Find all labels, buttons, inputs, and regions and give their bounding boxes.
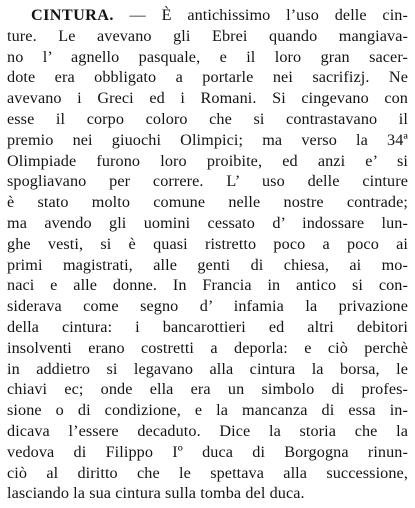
entry-line-13: primi magistrati, alle genti di chiesa, ai mo-	[7, 255, 408, 274]
entry-line-6: esse il corpo coloro che si contrastavano il	[7, 110, 408, 128]
entry-line-20: sione o di condizione, e la mancanza di essa in-	[7, 401, 408, 420]
entry-line-1-text: — È antichissimo l’uso delle cin-	[113, 6, 408, 24]
entry-line-12: ghe vesti, si è quasi ristretto poco a poco ai	[7, 234, 408, 253]
entry-line-19: chiavi ec; onde ella era un simbolo di profes-	[7, 380, 408, 399]
entry-line-23: ciò al diritto che le spettava alla successione,	[7, 463, 408, 482]
entry-line-3: no l’ agnello pasquale, e il loro gran sacer-	[7, 47, 408, 66]
entry-line-9: spogliavano per correre. L’ uso delle cinture	[7, 172, 408, 191]
entry-line-2: ture. Le avevano gli Ebrei quando mangiava-	[7, 26, 408, 45]
entry-line-21: dicava l’essere decaduto. Dice la storia che la	[7, 422, 408, 440]
entry-line-5: avevano i Greci ed i Romani. Si cingevano con	[7, 89, 408, 108]
entry-line-18: in addietro si legavano alla cintura la borsa, le	[7, 359, 408, 378]
dictionary-entry	[7, 4, 408, 504]
entry-line-22: vedova di Filippo Iº duca di Borgogna rinun-	[7, 442, 408, 461]
entry-line-7: premio nei giuochi Olimpici; ma verso la 34ª	[7, 130, 408, 149]
entry-line-10: è stato molto comune nelle nostre contrade;	[7, 193, 408, 212]
entry-headword: CINTURA.	[31, 6, 114, 24]
entry-line-8: Olimpiade furono loro proibite, ed anzi e’ si	[7, 151, 408, 170]
entry-line-14: naci e alle donne. In Francia in antico si con-	[7, 276, 408, 295]
entry-line-1	[31, 4, 408, 26]
entry-line-15: siderava come segno d’ infamia la privazione	[7, 297, 408, 316]
entry-line-4: dote era obbligato a portarle nei sacrifizj. Ne	[7, 68, 408, 87]
entry-line-24: lasciando la sua cintura sulla tomba del duca.	[7, 484, 305, 503]
entry-line-17: insolventi erano costretti a deporla: e ciò perchè	[7, 338, 408, 357]
entry-line-16: della cintura: i bancarottieri ed altri debitori	[7, 318, 408, 336]
entry-line-11: ma avendo gli uomini cessato d’ indossare lun-	[7, 214, 408, 232]
